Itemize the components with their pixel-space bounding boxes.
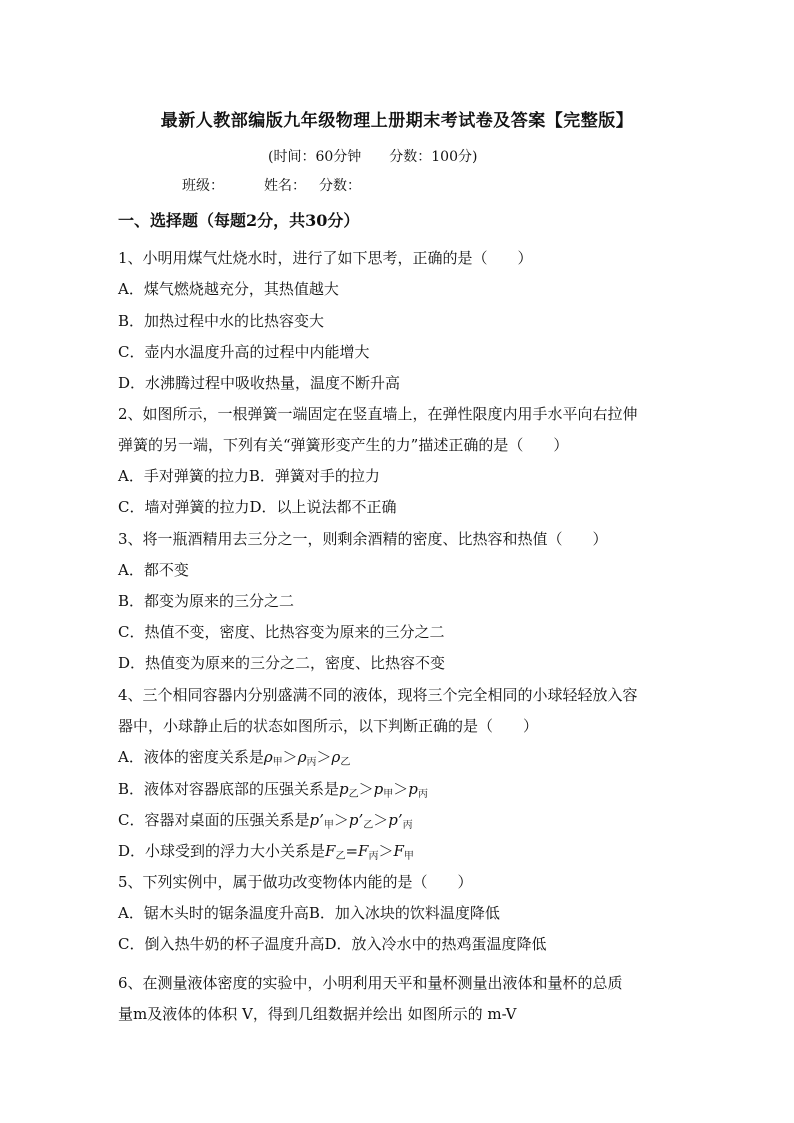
class-label: 班级： <box>182 178 224 194</box>
question-3-option-d: D．热值变为原来的三分之二，密度、比热容不变 <box>118 654 446 672</box>
question-1-option-b: B．加热过程中水的比热容变大 <box>118 312 325 330</box>
subscript: 丙 <box>306 757 317 768</box>
pressure-symbol: p <box>339 780 349 798</box>
pressure-symbol: p <box>408 780 418 798</box>
question-4-option-d <box>118 840 414 862</box>
pressure-symbol: p <box>373 780 384 798</box>
question-4-stem-line2: 器中，小球静止后的状态如图所示，以下判断正确的是（ ） <box>118 717 539 735</box>
subscript: 乙 <box>348 789 359 800</box>
question-4-option-c <box>118 809 413 831</box>
subscript: 乙 <box>335 851 346 862</box>
score-label: 分数： <box>319 178 361 194</box>
question-2-options-cd: C．墙对弹簧的拉力D．以上说法都不正确 <box>118 498 397 516</box>
exam-time-score: (时间：60分钟 分数：100分) <box>268 149 478 165</box>
option-text: B．液体对容器底部的压强关系是 <box>118 780 340 798</box>
question-2-stem-line1: 2、如图所示，一根弹簧一端固定在竖直墙上，在弹性限度内用手水平向右拉伸 <box>118 405 638 423</box>
question-2-stem-line2: 弹簧的另一端，下列有关“弹簧形变产生的力”描述正确的是（ ） <box>118 436 569 454</box>
question-3-option-c: C．热值不变，密度、比热容变为原来的三分之二 <box>118 623 445 641</box>
greater-than: ＞ <box>378 842 394 860</box>
question-3-option-a: A．都不变 <box>118 561 189 579</box>
question-5-options-cd: C．倒入热牛奶的杯子温度升高D．放入冷水中的热鸡蛋温度降低 <box>118 935 547 953</box>
option-text: A．液体的密度关系是 <box>118 748 264 766</box>
question-3-option-b: B．都变为原来的三分之二 <box>118 592 295 610</box>
rho-symbol: ρ <box>263 748 273 766</box>
greater-than: ＞ <box>316 748 332 766</box>
name-label: 姓名： <box>264 178 306 194</box>
pressure-prime-symbol: p’ <box>388 811 403 829</box>
question-4-option-b <box>118 778 428 800</box>
question-1-option-c: C．壶内水温度升高的过程中内能增大 <box>118 343 370 361</box>
force-symbol: F <box>325 842 336 860</box>
option-text: D．小球受到的浮力大小关系是 <box>118 842 326 860</box>
greater-than: ＞ <box>333 811 349 829</box>
pressure-prime-symbol: p’ <box>348 811 364 829</box>
subscript: 乙 <box>363 820 374 831</box>
question-1-option-a: A．煤气燃烧越充分，其热值越大 <box>118 280 339 298</box>
question-4-option-a <box>118 746 350 768</box>
equals: = <box>345 842 359 860</box>
pressure-prime-symbol: p’ <box>309 811 324 829</box>
subscript: 甲 <box>272 757 283 768</box>
greater-than: ＞ <box>358 780 374 798</box>
rho-symbol: ρ <box>331 748 341 766</box>
force-symbol: F <box>358 842 369 860</box>
greater-than: ＞ <box>393 780 409 798</box>
subscript: 甲 <box>383 789 394 800</box>
page-title: 最新人教部编版九年级物理上册期末考试卷及答案【完整版】 <box>160 111 634 131</box>
option-text: C．容器对桌面的压强关系是 <box>118 811 310 829</box>
greater-than: ＞ <box>282 748 298 766</box>
subscript: 丙 <box>402 820 413 831</box>
subscript: 丙 <box>368 851 379 862</box>
question-2-options-ab: A．手对弹簧的拉力B．弹簧对手的拉力 <box>118 467 380 485</box>
question-4-stem-line1: 4、三个相同容器内分别盛满不同的液体，现将三个完全相同的小球轻轻放入容 <box>118 686 638 704</box>
subscript: 丙 <box>417 789 428 800</box>
question-1-option-d: D．水沸腾过程中吸收热量，温度不断升高 <box>118 374 401 392</box>
question-6-stem-line1: 6、在测量液体密度的实验中，小明利用天平和量杯测量出液体和量杯的总质 <box>118 974 623 992</box>
section-heading: 一、选择题（每题2分，共30分） <box>118 211 360 230</box>
force-symbol: F <box>393 842 404 860</box>
subscript: 乙 <box>340 757 351 768</box>
rho-symbol: ρ <box>297 748 307 766</box>
question-1-stem: 1、小明用煤气灶烧水时，进行了如下思考，正确的是（ ） <box>118 249 533 267</box>
question-5-stem: 5、下列实例中，属于做功改变物体内能的是（ ） <box>118 873 473 891</box>
greater-than: ＞ <box>373 811 389 829</box>
question-5-options-ab: A．锯木头时的锯条温度升高B．加入冰块的饮料温度降低 <box>118 904 500 922</box>
subscript: 甲 <box>403 851 414 862</box>
question-3-stem: 3、将一瓶酒精用去三分之一，则剩余酒精的密度、比热容和热值（ ） <box>118 530 608 548</box>
subscript: 甲 <box>323 820 334 831</box>
question-6-stem-line2: 量m及液体的体积 V，得到几组数据并绘出 如图所示的 m-V <box>118 1005 517 1023</box>
